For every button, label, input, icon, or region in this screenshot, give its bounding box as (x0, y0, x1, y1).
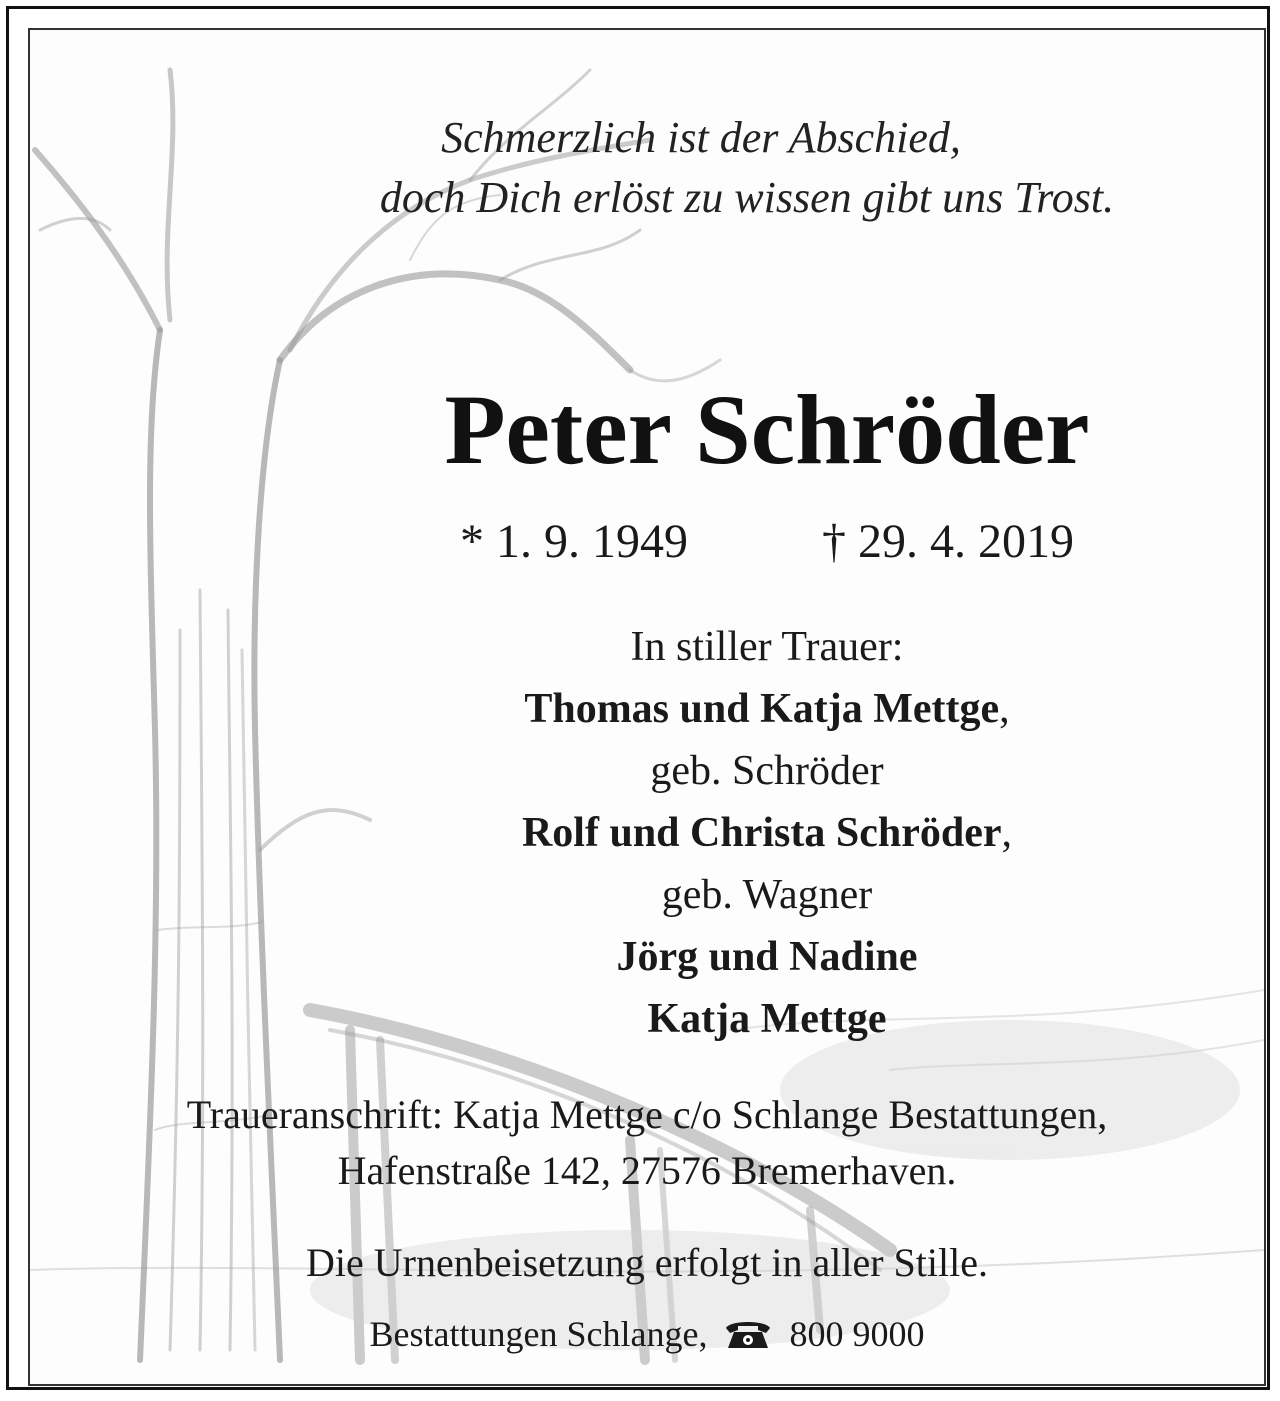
telephone-icon (722, 1316, 774, 1352)
quote-line-2: doch Dich erlöst zu wissen gibt uns Trost. (379, 173, 1115, 222)
mourner-names-1: Thomas und Katja Mettge (524, 686, 1000, 732)
mourner-line-1 (150, 678, 1266, 740)
undertaker-name: Bestattungen Schlange, (369, 1314, 708, 1354)
mourning-intro: In stiller Trauer: (630, 624, 904, 670)
mourner-line-3 (150, 802, 1266, 864)
deceased-name: Peter Schröder (444, 374, 1090, 485)
mourner-line-6: Katja Mettge (647, 996, 887, 1042)
address-line-2: Hafenstraße 142, 27576 Bremerhaven. (337, 1148, 957, 1193)
mourner-names-3: Rolf und Christa Schröder (521, 810, 1002, 856)
undertaker-phone: 800 9000 (789, 1314, 925, 1354)
life-dates (150, 512, 1266, 572)
undertaker-line (30, 1310, 1264, 1358)
mourner-line-4: geb. Wagner (661, 872, 873, 918)
burial-note: Die Urnenbeisetzung erfolgt in aller Stille. (305, 1240, 988, 1285)
mourner-line-5: Jörg und Nadine (616, 934, 918, 980)
death-date: † 29. 4. 2019 (822, 515, 1074, 568)
address-line-1: Traueranschrift: Katja Mettge c/o Schlange Bestattungen, (186, 1092, 1108, 1137)
birth-date: * 1. 9. 1949 (460, 515, 688, 568)
outer-border (6, 6, 1270, 1390)
mourner-line-2: geb. Schröder (650, 748, 884, 794)
quote-line-1: Schmerzlich ist der Abschied, (441, 113, 961, 162)
obituary-card (28, 28, 1266, 1386)
mourner-comma-1: , (999, 686, 1010, 732)
mourner-comma-3: , (1001, 810, 1013, 856)
